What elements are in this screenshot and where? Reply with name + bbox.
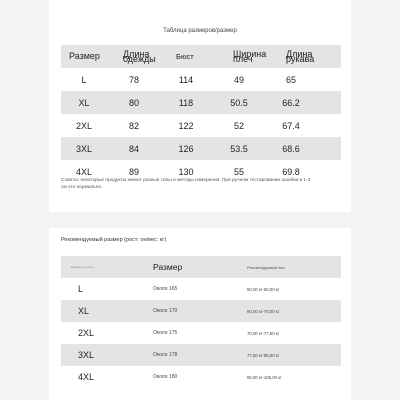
header-size: Размер	[153, 261, 183, 272]
measurement-note: Советы: некоторые продукты имеют разные типы и методы измерения. При ручном тестировании ошибки в 1-3 см это нормально.	[61, 178, 311, 190]
weight-cell: 77,50 кг-85,00 кг	[247, 352, 280, 358]
length-cell: 80	[128, 97, 139, 108]
sleeve-cell: 66.2	[282, 97, 300, 108]
table-row	[61, 278, 341, 300]
size-cell: 4XL	[78, 372, 95, 382]
size-cell: XL	[78, 306, 90, 316]
size-cell: 2XL	[75, 120, 92, 131]
bust-cell: 130	[178, 166, 194, 177]
length-cell: 84	[128, 143, 139, 154]
header-shoulder: Ширина плеч	[233, 48, 267, 64]
table-row	[61, 137, 341, 160]
weight-cell: 70,00 кг-77,50 кг	[247, 330, 280, 336]
shoulder-cell: 55	[233, 166, 244, 177]
size-chart-header-row	[61, 45, 341, 68]
height-cell: Около 175	[153, 330, 178, 336]
shoulder-cell: 50.5	[230, 97, 248, 108]
size-cell: L	[81, 74, 87, 85]
length-cell: 78	[128, 74, 139, 85]
height-cell: Около 165	[153, 286, 178, 292]
header-size: Размер	[69, 51, 100, 61]
table-row	[61, 366, 341, 388]
table-row	[61, 344, 341, 366]
shoulder-cell: 52	[233, 120, 244, 131]
bust-cell: 126	[178, 143, 194, 154]
sleeve-cell: 69.8	[282, 166, 300, 177]
recommended-size-table	[61, 256, 341, 388]
header-weight: Рекомендуемый вес	[247, 264, 285, 270]
shoulder-cell: 49	[233, 74, 244, 85]
recommended-size-title: Рекомендуемый размер (рост: он/вес: кг)	[61, 237, 167, 243]
weight-cell: 50,00 кг-60,00 кг	[247, 286, 280, 292]
section-divider	[49, 212, 351, 228]
size-cell: XL	[78, 97, 90, 108]
size-chart-title: Таблица размеров/размер	[163, 28, 237, 34]
sleeve-cell: 68.6	[282, 143, 300, 154]
recommended-header-row	[61, 256, 341, 278]
size-guide-card	[49, 0, 351, 400]
header-sleeve: Длина рукава	[286, 48, 315, 64]
bust-cell: 122	[178, 120, 194, 131]
height-cell: Около 180	[153, 374, 178, 380]
size-cell: 3XL	[78, 350, 95, 360]
size-cell: L	[78, 284, 84, 294]
sleeve-cell: 67.4	[282, 120, 300, 131]
shoulder-cell: 53.5	[230, 143, 248, 154]
header-bust: Бюст	[176, 52, 194, 61]
table-row	[61, 91, 341, 114]
height-cell: Около 178	[153, 352, 178, 358]
bust-cell: 114	[178, 74, 194, 85]
table-row	[61, 322, 341, 344]
size-cell: 3XL	[75, 143, 92, 154]
weight-cell: 60,00 кг-70,00 кг	[247, 308, 280, 314]
weight-cell: 85,00 кг-105,00 кг	[247, 374, 282, 380]
bust-cell: 118	[178, 97, 194, 108]
header-height-size: Размер по росту	[71, 265, 95, 269]
table-row	[61, 68, 341, 91]
length-cell: 89	[128, 166, 139, 177]
table-row	[61, 300, 341, 322]
sleeve-cell: 65	[285, 74, 296, 85]
size-cell: 4XL	[75, 166, 92, 177]
table-row	[61, 114, 341, 137]
height-cell: Около 170	[153, 308, 178, 314]
size-cell: 2XL	[78, 328, 95, 338]
length-cell: 82	[128, 120, 139, 131]
size-chart-table	[61, 45, 341, 183]
header-length: Длина одежды	[123, 48, 156, 64]
